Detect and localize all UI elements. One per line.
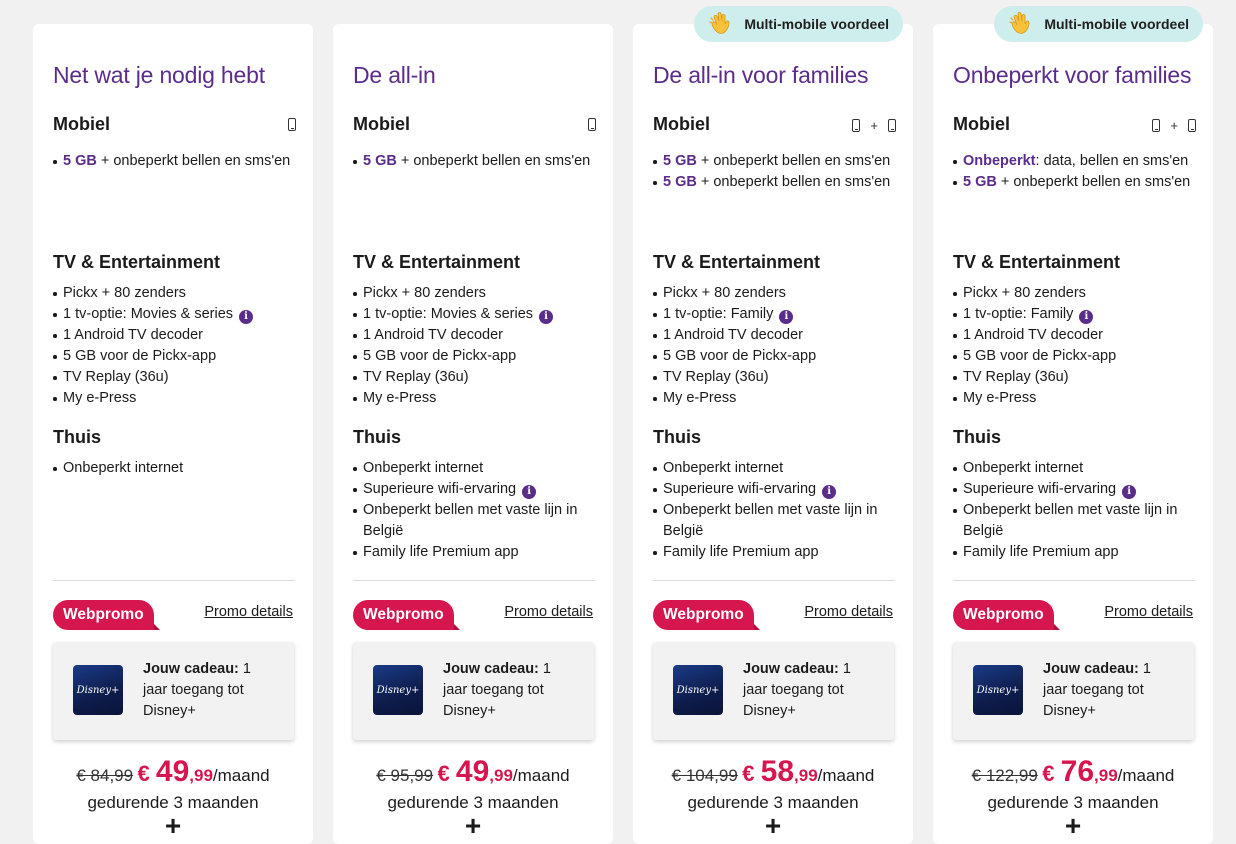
feature-text: My e-Press (663, 390, 737, 406)
feature-text: 1 tv-optie: Movies & series (63, 306, 234, 322)
mobile-features (53, 151, 303, 172)
promo-duration: gedurende 3 maanden (987, 793, 1159, 812)
disney-plus-logo (973, 665, 1023, 715)
tv-heading: TV & Entertainment (53, 252, 221, 272)
feature-item (653, 346, 903, 367)
divider (653, 580, 895, 581)
price-integer: 76 (1060, 755, 1095, 788)
feature-text: TV Replay (36u) (663, 369, 769, 385)
plan-title: De all-in (353, 62, 436, 88)
feature-item (353, 479, 603, 500)
gift-box (53, 642, 294, 740)
feature-item (53, 304, 303, 325)
tv-features (53, 283, 303, 409)
price-decimals: ,99 (189, 766, 213, 785)
expand-plus[interactable]: + (464, 810, 482, 841)
phone-icon (1188, 119, 1196, 132)
home-heading: Thuis (53, 427, 101, 447)
phone-count (588, 118, 596, 131)
feature-text: Onbeperkt internet (963, 460, 1084, 476)
feature-highlight: 5 GB (363, 153, 397, 169)
euro-sign: € (137, 761, 156, 786)
feature-item (53, 325, 303, 346)
home-heading: Thuis (953, 427, 1001, 447)
phone-count (1152, 118, 1196, 133)
webpromo-tag: Webpromo (953, 600, 1054, 630)
feature-text: 1 Android TV decoder (63, 327, 203, 343)
feature-text: 5 GB voor de Pickx-app (963, 348, 1117, 364)
badge-label: Multi-mobile voordeel (744, 16, 889, 32)
feature-item (653, 325, 903, 346)
feature-item (353, 458, 603, 479)
feature-text: My e-Press (63, 390, 137, 406)
feature-text: Family life Premium app (363, 544, 519, 560)
feature-item (953, 283, 1203, 304)
webpromo-tag: Webpromo (653, 600, 754, 630)
phone-icon (852, 119, 860, 132)
tv-heading: TV & Entertainment (653, 252, 821, 272)
euro-sign: € (742, 761, 761, 786)
divider (53, 580, 295, 581)
feature-text: + onbeperkt bellen en sms'en (96, 153, 291, 169)
feature-text: 5 GB voor de Pickx-app (63, 348, 217, 364)
feature-item (353, 542, 603, 563)
plan-card-inner (933, 16, 1213, 844)
info-icon[interactable]: i (239, 310, 253, 324)
mobile-features (353, 151, 603, 172)
feature-item (53, 388, 303, 409)
feature-text: Onbeperkt internet (363, 460, 484, 476)
gift-description: 1 jaar toegang tot Disney+ (143, 661, 251, 719)
feature-text: 1 tv-optie: Movies & series (363, 306, 534, 322)
feature-text: Pickx + 80 zenders (963, 285, 1086, 301)
feature-text: Pickx + 80 zenders (63, 285, 186, 301)
per-month: /maand (1117, 766, 1175, 785)
gift-description: 1 jaar toegang tot Disney+ (1043, 661, 1151, 719)
tv-features (953, 283, 1203, 409)
feature-text: 5 GB voor de Pickx-app (363, 348, 517, 364)
promo-details-link[interactable]: Promo details (1104, 604, 1193, 620)
feature-item (953, 151, 1203, 172)
disney-plus-logo (73, 665, 123, 715)
current-price (1042, 755, 1118, 788)
old-price: € 95,99 (376, 766, 434, 785)
feature-item (353, 151, 603, 172)
price-line (933, 755, 1213, 789)
feature-text: Superieure wifi-ervaring (663, 481, 817, 497)
feature-item (953, 542, 1203, 563)
per-month: /maand (512, 766, 570, 785)
plan-card (633, 16, 913, 844)
disney-plus-logo (373, 665, 423, 715)
phone-icon (288, 118, 296, 131)
gift-box (953, 642, 1194, 740)
feature-item (953, 500, 1203, 542)
feature-item (53, 367, 303, 388)
mobile-heading: Mobiel (653, 114, 710, 134)
info-icon[interactable]: i (1122, 485, 1136, 499)
feature-text: + onbeperkt bellen en sms'en (396, 153, 591, 169)
feature-item (353, 367, 603, 388)
feature-text: Superieure wifi-ervaring (363, 481, 517, 497)
mobile-features (953, 151, 1203, 193)
multi-mobile-badge (694, 6, 903, 42)
feature-text: 1 Android TV decoder (663, 327, 803, 343)
price-decimals: ,99 (794, 766, 818, 785)
per-month: /maand (817, 766, 875, 785)
disney-plus-logo (673, 665, 723, 715)
promo-duration: gedurende 3 maanden (87, 793, 259, 812)
feature-text: 5 GB voor de Pickx-app (663, 348, 817, 364)
plan-card (933, 16, 1213, 844)
gift-label: Jouw cadeau: (443, 661, 539, 677)
gift-label: Jouw cadeau: (143, 661, 239, 677)
disney-plus-logo-text: Disney+ (676, 684, 720, 696)
gift-box (353, 642, 594, 740)
feature-text: My e-Press (963, 390, 1037, 406)
feature-item (953, 458, 1203, 479)
gift-text (1043, 659, 1168, 722)
euro-sign: € (437, 761, 456, 786)
current-price (742, 755, 818, 788)
feature-text: TV Replay (36u) (63, 369, 169, 385)
feature-item (53, 283, 303, 304)
feature-item (353, 325, 603, 346)
feature-item (653, 479, 903, 500)
feature-item (653, 500, 903, 542)
feature-item (653, 542, 903, 563)
feature-text: + onbeperkt bellen en sms'en (696, 174, 891, 190)
gift-label: Jouw cadeau: (743, 661, 839, 677)
feature-text: 1 Android TV decoder (363, 327, 503, 343)
feature-highlight: 5 GB (963, 174, 997, 190)
plan-card-inner (33, 24, 313, 844)
feature-text: Onbeperkt bellen met vaste lijn in België (963, 502, 1178, 539)
feature-text: Onbeperkt bellen met vaste lijn in België (363, 502, 578, 539)
feature-highlight: 5 GB (663, 174, 697, 190)
waving-hand-icon (708, 11, 734, 37)
feature-item (53, 458, 303, 479)
feature-item (653, 151, 903, 172)
info-icon[interactable]: i (779, 310, 793, 324)
plus-sign: + (870, 118, 878, 133)
feature-item (353, 500, 603, 542)
home-features (653, 458, 903, 563)
feature-highlight: 5 GB (663, 153, 697, 169)
current-price (137, 755, 213, 788)
tv-heading: TV & Entertainment (353, 252, 521, 272)
gift-text (443, 659, 568, 722)
plan-title: Net wat je nodig hebt (53, 62, 265, 88)
home-features (353, 458, 603, 563)
divider (953, 580, 1195, 581)
info-icon[interactable]: i (1079, 310, 1093, 324)
plan-card (33, 24, 313, 844)
feature-highlight: 5 GB (63, 153, 97, 169)
phone-count (852, 118, 896, 133)
feature-item (953, 172, 1203, 193)
feature-text: Superieure wifi-ervaring (963, 481, 1117, 497)
feature-text: TV Replay (36u) (363, 369, 469, 385)
phone-count (288, 118, 296, 131)
euro-sign: € (1042, 761, 1061, 786)
price-decimals: ,99 (1094, 766, 1118, 785)
feature-item (653, 388, 903, 409)
feature-text: Family life Premium app (963, 544, 1119, 560)
feature-item (353, 346, 603, 367)
feature-item (653, 283, 903, 304)
price-line (33, 755, 313, 789)
feature-text: + onbeperkt bellen en sms'en (996, 174, 1191, 190)
info-icon[interactable]: i (539, 310, 553, 324)
promo-details-link[interactable]: Promo details (804, 604, 893, 620)
feature-text: My e-Press (363, 390, 437, 406)
home-features (53, 458, 303, 479)
feature-item (353, 388, 603, 409)
feature-text: Pickx + 80 zenders (363, 285, 486, 301)
old-price: € 84,99 (76, 766, 134, 785)
price-decimals: ,99 (489, 766, 513, 785)
gift-description: 1 jaar toegang tot Disney+ (743, 661, 851, 719)
feature-text: TV Replay (36u) (963, 369, 1069, 385)
multi-mobile-badge (994, 6, 1203, 42)
divider (353, 580, 595, 581)
feature-text: Pickx + 80 zenders (663, 285, 786, 301)
per-month: /maand (212, 766, 270, 785)
gift-text (743, 659, 868, 722)
feature-item (953, 367, 1203, 388)
promo-details-link[interactable]: Promo details (204, 604, 293, 620)
feature-item (653, 458, 903, 479)
mobile-heading: Mobiel (53, 114, 110, 134)
plan-card (333, 24, 613, 844)
expand-plus[interactable]: + (164, 810, 182, 841)
promo-duration: gedurende 3 maanden (687, 793, 859, 812)
home-features (953, 458, 1203, 563)
feature-item (653, 367, 903, 388)
feature-text: : data, bellen en sms'en (1035, 153, 1189, 169)
feature-item (953, 304, 1203, 325)
info-icon[interactable]: i (522, 485, 536, 499)
feature-text: Onbeperkt bellen met vaste lijn in België (663, 502, 878, 539)
phone-icon (888, 119, 896, 132)
gift-text (143, 659, 268, 722)
gift-description: 1 jaar toegang tot Disney+ (443, 661, 551, 719)
promo-details-link[interactable]: Promo details (504, 604, 593, 620)
plan-title: De all-in voor families (653, 62, 869, 88)
feature-text: 1 tv-optie: Family (663, 306, 774, 322)
badge-label: Multi-mobile voordeel (1044, 16, 1189, 32)
disney-plus-logo-text: Disney+ (76, 684, 120, 696)
plus-sign: + (1170, 118, 1178, 133)
gift-box (653, 642, 894, 740)
feature-text: + onbeperkt bellen en sms'en (696, 153, 891, 169)
webpromo-tag: Webpromo (53, 600, 154, 630)
disney-plus-logo-text: Disney+ (976, 684, 1020, 696)
mobile-features (653, 151, 903, 193)
gift-label: Jouw cadeau: (1043, 661, 1139, 677)
price-integer: 58 (760, 755, 795, 788)
feature-text: 1 Android TV decoder (963, 327, 1103, 343)
webpromo-tag: Webpromo (353, 600, 454, 630)
feature-item (353, 304, 603, 325)
waving-hand-icon (1008, 11, 1034, 37)
old-price: € 104,99 (671, 766, 738, 785)
price-line (333, 755, 613, 789)
mobile-heading: Mobiel (953, 114, 1010, 134)
info-icon[interactable]: i (822, 485, 836, 499)
feature-highlight: Onbeperkt (963, 153, 1036, 169)
feature-item (353, 283, 603, 304)
tv-heading: TV & Entertainment (953, 252, 1121, 272)
feature-item (53, 346, 303, 367)
home-heading: Thuis (353, 427, 401, 447)
current-price (437, 755, 513, 788)
plan-card-inner (633, 16, 913, 844)
home-heading: Thuis (653, 427, 701, 447)
feature-text: Family life Premium app (663, 544, 819, 560)
feature-text: Onbeperkt internet (663, 460, 784, 476)
old-price: € 122,99 (971, 766, 1038, 785)
price-line (633, 755, 913, 789)
feature-item (953, 388, 1203, 409)
plan-title: Onbeperkt voor families (953, 62, 1192, 88)
feature-item (653, 304, 903, 325)
feature-item (953, 479, 1203, 500)
phone-icon (1152, 119, 1160, 132)
mobile-heading: Mobiel (353, 114, 410, 134)
feature-item (953, 346, 1203, 367)
feature-item (53, 151, 303, 172)
expand-plus[interactable]: + (1064, 810, 1082, 841)
feature-text: 1 tv-optie: Family (963, 306, 1074, 322)
plan-card-inner (333, 24, 613, 844)
price-integer: 49 (455, 755, 490, 788)
feature-text: Onbeperkt internet (63, 460, 184, 476)
phone-icon (588, 118, 596, 131)
disney-plus-logo-text: Disney+ (376, 684, 420, 696)
promo-duration: gedurende 3 maanden (387, 793, 559, 812)
tv-features (353, 283, 603, 409)
feature-item (653, 172, 903, 193)
feature-item (953, 325, 1203, 346)
price-integer: 49 (155, 755, 190, 788)
expand-plus[interactable]: + (764, 810, 782, 841)
tv-features (653, 283, 903, 409)
